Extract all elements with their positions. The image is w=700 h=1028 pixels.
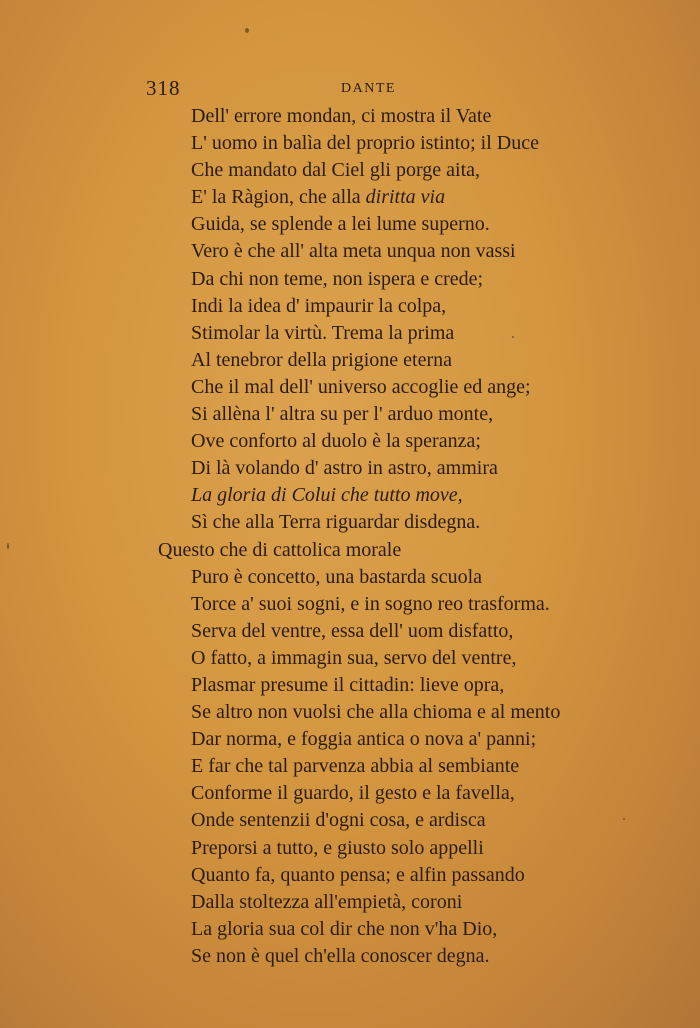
verse-line: Si allèna l' altra su per l' arduo monte, (191, 403, 494, 426)
verse-line: Che il mal dell' universo accoglie ed ange; (191, 375, 531, 398)
paper-speck (512, 336, 514, 338)
verse-line: Che mandato dal Ciel gli porge aita, (191, 159, 481, 182)
verse-segment: E' la Ràgion, che alla (191, 186, 366, 209)
verse-line (0, 184, 700, 211)
verse-line-italic: La gloria di Colui che tutto move, (191, 484, 463, 507)
verse-line: Ove conforto al duolo è la speranza; (191, 430, 481, 453)
poem-verses (0, 103, 700, 970)
verse-line: Dell' errore mondan, ci mostra il Vate (191, 105, 492, 127)
verse-line: Serva del ventre, essa dell' uom disfatto, (191, 619, 514, 642)
paper-speck (245, 28, 249, 33)
verse-line: Indi la idea d' impaurir la colpa, (191, 294, 447, 317)
verse-line: Conforme il guardo, il gesto e la favella, (191, 782, 515, 805)
italic-phrase: diritta via (365, 186, 446, 209)
verse-line: Al tenebror della prigione eterna (191, 348, 452, 371)
verse-line: L' uomo in balìa del proprio istinto; il Duce (191, 132, 539, 155)
paper-speck (7, 543, 9, 549)
page-header (146, 76, 586, 100)
verse-line: Torce a' suoi sogni, e in sogno reo trasforma. (191, 592, 550, 615)
verse-line: Guida, se splende a lei lume superno. (191, 213, 490, 236)
verse-line: Sì che alla Terra riguardar disdegna. (191, 511, 481, 534)
verse-line: Puro è concetto, una bastarda scuola (191, 565, 483, 588)
verse-line: La gloria sua col dir che non v'ha Dio, (191, 917, 498, 940)
verse-line: O fatto, a immagin sua, servo del ventre, (191, 646, 517, 669)
verse-line: Da chi non teme, non ispera e crede; (191, 267, 484, 290)
verse-line-stanza-start: Questo che di cattolica morale (158, 538, 402, 561)
verse-line: Plasmar presume il cittadin: lieve opra, (191, 673, 505, 696)
verse-line: Se non è quel ch'ella conoscer degna. (191, 944, 490, 967)
verse-line: Vero è che all' alta meta unqua non vassi (191, 240, 516, 263)
paper-speck (623, 818, 625, 820)
verse-line: Stimolar la virtù. Trema la prima (191, 321, 455, 344)
verse-line: E far che tal parvenza abbia al sembiante (191, 755, 520, 778)
verse-line: Se altro non vuolsi che alla chioma e al mento (191, 701, 561, 724)
verse-line: Dar norma, e foggia antica o nova a' panni; (191, 728, 537, 751)
page-number: 318 (146, 76, 181, 100)
verse-line: Quanto fa, quanto pensa; e alfin passando (191, 863, 525, 886)
verse-line: Preporsi a tutto, e giusto solo appelli (191, 836, 484, 859)
verse-line: Di là volando d' astro in astro, ammira (191, 457, 498, 480)
verse-line: Dalla stoltezza all'empietà, coroni (191, 890, 463, 913)
running-head: DANTE (341, 81, 396, 96)
verse-line: Onde sentenzii d'ogni cosa, e ardisca (191, 809, 486, 832)
